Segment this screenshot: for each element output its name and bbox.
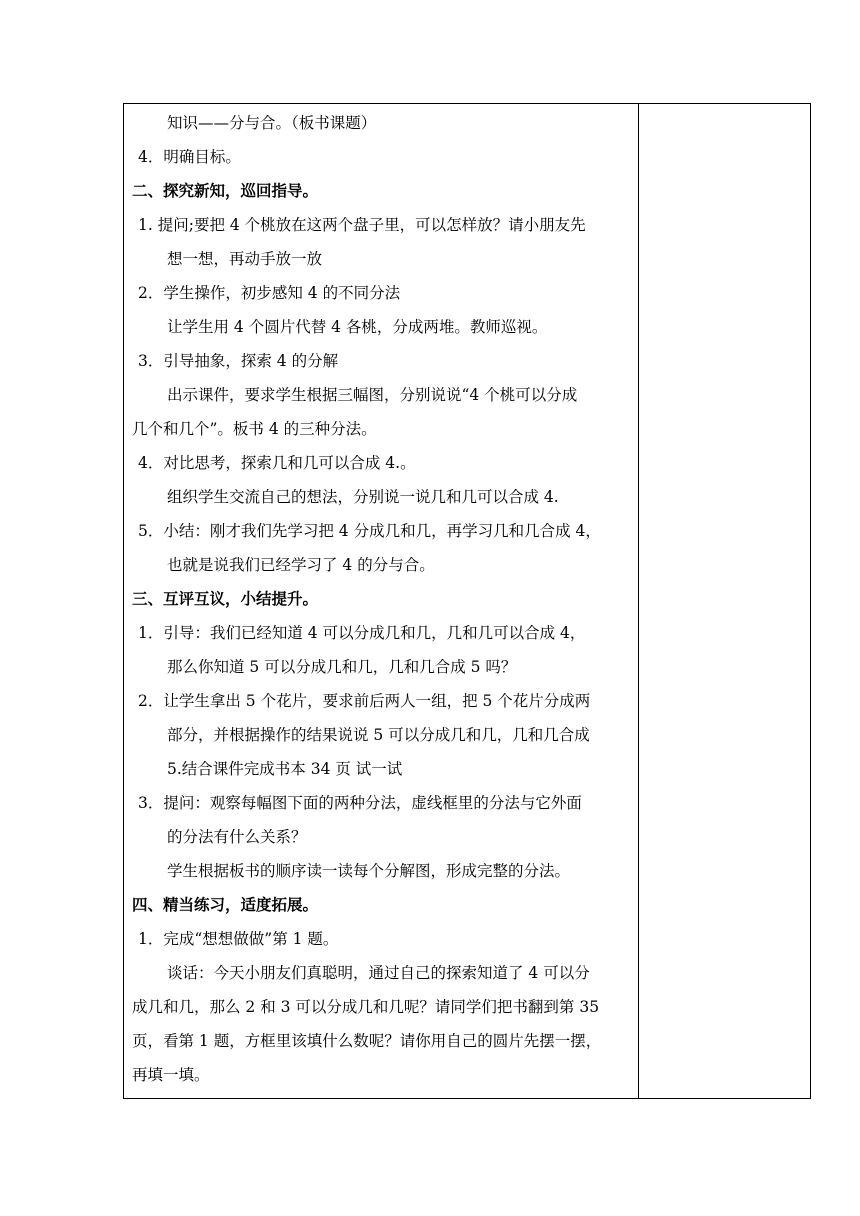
text-line: 谈话：今天小朋友们真聪明，通过自己的探索知道了 4 可以分 bbox=[167, 964, 590, 982]
text-line: 的分法有什么关系？ bbox=[167, 828, 307, 846]
section-heading: 三、互评互议，小结提升。 bbox=[132, 590, 319, 608]
text-line: 那么你知道 5 可以分成几和几，几和几合成 5 吗？ bbox=[167, 658, 517, 676]
text-line: 4．对比思考，探索几和几可以合成 4.。 bbox=[138, 454, 416, 472]
text-line: 3．提问：观察每幅图下面的两种分法，虚线框里的分法与它外面 bbox=[138, 794, 582, 812]
text-line: 5．小结：刚才我们先学习把 4 分成几和几，再学习几和几合成 4， bbox=[138, 522, 601, 540]
text-line: 也就是说我们已经学习了 4 的分与合。 bbox=[167, 556, 435, 574]
text-line: 部分，并根据操作的结果说说 5 可以分成几和几，几和几合成 bbox=[167, 726, 590, 744]
lesson-content-cell bbox=[124, 104, 639, 1099]
text-line: 想一想，再动手放一放 bbox=[167, 250, 323, 268]
text-line: 1．引导：我们已经知道 4 可以分成几和几，几和几可以合成 4， bbox=[138, 624, 586, 642]
text-line: 1. 提问;要把 4 个桃放在这两个盘子里，可以怎样放？请小朋友先 bbox=[138, 216, 586, 234]
text-line: 3．引导抽象，探索 4 的分解 bbox=[138, 352, 339, 370]
text-line: 2．学生操作，初步感知 4 的不同分法 bbox=[138, 284, 401, 302]
lesson-plan-table bbox=[123, 103, 811, 1099]
text-line: 4．明确目标。 bbox=[138, 148, 241, 166]
section-heading: 四、精当练习，适度拓展。 bbox=[132, 896, 319, 914]
text-line: 出示课件，要求学生根据三幅图，分别说说“4 个桃可以分成 bbox=[167, 386, 578, 404]
text-line: 学生根据板书的顺序读一读每个分解图，形成完整的分法。 bbox=[167, 862, 571, 880]
text-line: 2．让学生拿出 5 个花片，要求前后两人一组，把 5 个花片分成两 bbox=[138, 692, 591, 710]
text-line: 成几和几，那么 2 和 3 可以分成几和几呢？请同学们把书翻到第 35 bbox=[132, 998, 600, 1016]
text-line: 知识——分与合。（板书课题） bbox=[167, 114, 377, 132]
text-line: 1．完成“想想做做”第 1 题。 bbox=[138, 930, 339, 948]
text-line: 5.结合课件完成书本 34 页 试一试 bbox=[167, 760, 403, 778]
lesson-lines bbox=[124, 104, 638, 1098]
table-row bbox=[124, 104, 811, 1099]
text-line: 组织学生交流自己的想法，分别说一说几和几可以合成 4. bbox=[167, 488, 559, 506]
text-line: 页，看第 1 题，方框里该填什么数呢？请你用自己的圆片先摆一摆， bbox=[132, 1032, 602, 1050]
text-line: 再填一填。 bbox=[132, 1066, 210, 1084]
text-line: 几个和几个”。板书 4 的三种分法。 bbox=[132, 420, 377, 438]
section-heading: 二、探究新知，巡回指导。 bbox=[132, 182, 319, 200]
notes-cell bbox=[638, 104, 810, 1099]
text-line: 让学生用 4 个圆片代替 4 各桃，分成两堆。教师巡视。 bbox=[167, 318, 548, 336]
